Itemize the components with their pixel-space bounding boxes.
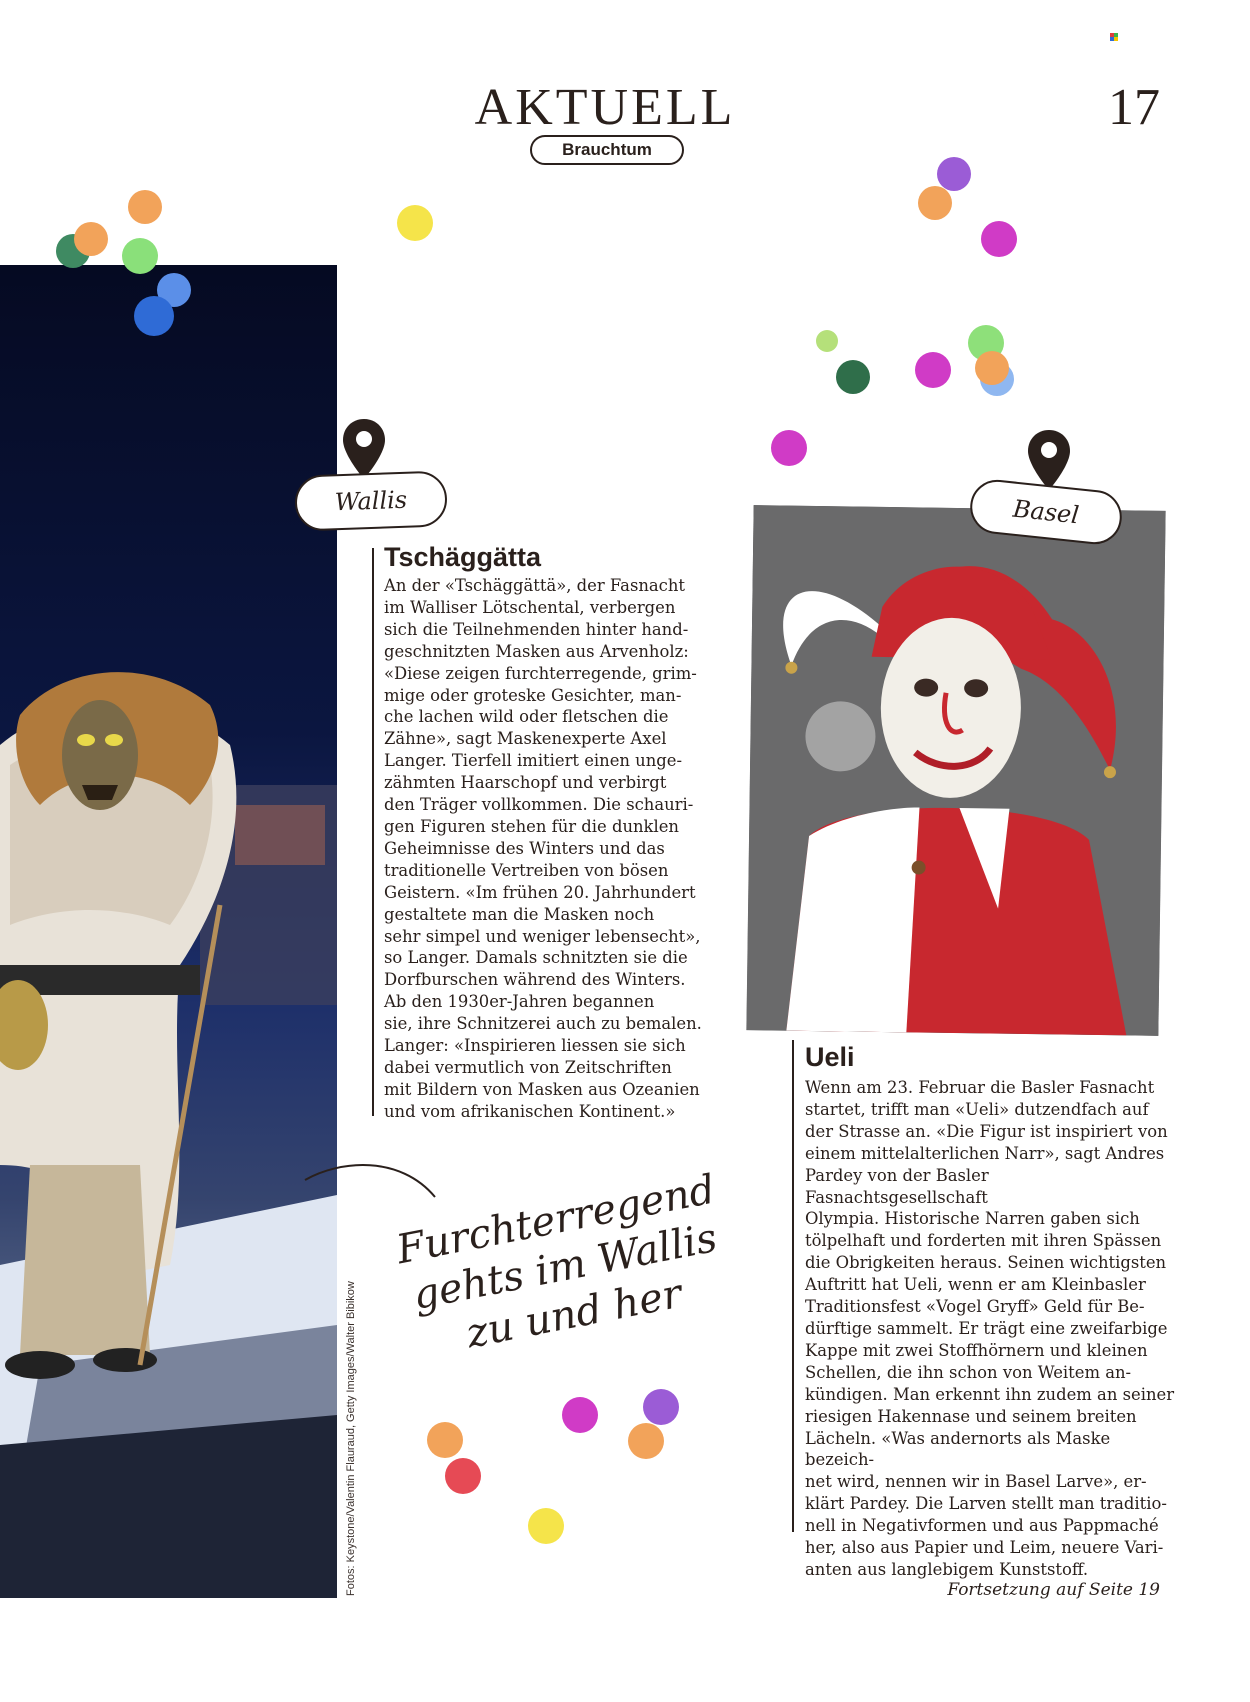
article-title-tschaeggaetta: Tschäggätta [384,542,542,572]
ueli-jester-image [746,505,1165,1036]
quote-swoosh-icon [300,1155,440,1205]
location-pin-basel-icon [1026,428,1072,492]
confetti-dot [397,205,433,241]
confetti-dot [981,221,1017,257]
confetti-dot [975,351,1009,385]
location-pin-wallis-icon [341,417,387,481]
confetti-dot [74,222,108,256]
article-title-ueli: Ueli [805,1042,855,1072]
confetti-dot [816,330,838,352]
confetti-dot [128,190,162,224]
location-label-wallis: Wallis [294,470,448,531]
handwritten-quote: Furchterregend gehts im Wallis zu und her [392,1166,721,1358]
page-number: 17 [1108,79,1160,136]
photo-ueli [746,505,1165,1036]
article-rule-left [372,548,374,1116]
location-label-basel: Basel [968,477,1125,547]
section-title: AKTUELL [474,79,736,136]
confetti-dot [918,186,952,220]
confetti-dot [836,360,870,394]
confetti-dot [528,1508,564,1544]
confetti-dot [771,430,807,466]
article-rule-right [792,1040,794,1532]
continuation-note: Fortsetzung auf Seite 19 [947,1580,1160,1600]
article-body-tschaeggaetta: An der «Tschäggättä», der Fasnacht im Walliser Lötschental, verbergen sich die Teilnehmenden hinter hand- geschnitzten Masken aus Arvenholz: «Diese zeigen furchterregende, grim- mige oder groteske Gesichter, man- che lachen wild oder fletschen die Zähne», sagt Maskenexperte Axel Langer. Tierfell imitiert einen unge- zähmten Haarschopf und verbirgt den Träger vollkommen. Die schauri- gen Figuren stehen für die dunklen Geheimnisse des Winters und das traditionelle Vertreiben von bösen Geistern. «Im frühen 20. Jahrhundert gestaltete man die Masken noch sehr simpel und weniger lebensecht», so Langer. Damals schnitzten sie die Dorfburschen während des Winters. Ab den 1930er-Jahren begannen sie, ihre Schnitzerei auch zu bemalen. Langer: «Inspirieren liessen sie sich dabei vermutlich von Zeitschriften mit Bildern von Masken aus Ozeanien und vom afrikanischen Kontinent.» [384,576,702,1121]
color-mark-icon [1110,33,1118,41]
photo-tschaeggaetta [0,265,337,1598]
confetti-dot [445,1458,481,1494]
confetti-dot [427,1422,463,1458]
confetti-dot [937,157,971,191]
confetti-dot [628,1423,664,1459]
confetti-dot [122,238,158,274]
tschaeggaetta-figure-image [0,265,337,1598]
confetti-dot [134,296,174,336]
confetti-dot [643,1389,679,1425]
confetti-dot [562,1397,598,1433]
article-body-ueli: Wenn am 23. Februar die Basler Fasnacht startet, trifft man «Ueli» dutzendfach auf der Strasse an. «Die Figur ist inspiriert von einem mittelalterlichen Narr», sagt Andres Pardey von der Basler Fasnachtsgesellschaft Olympia. Historische Narren gaben sich tölpelhaft und forderten mit ihren Spässen die Obrigkeiten heraus. Seinen wichtigsten Auftritt hat Ueli, wenn er am Kleinbasler Traditionsfest «Vogel Gryff» Geld für Be- dürftige sammelt. Er trägt eine zweifarbige Kappe mit zwei Stoffhörnern und kleinen Schellen, die ihn schon von Weitem an- kündigen. Man erkennt ihn zudem an seiner riesigen Hakennase und seinem breiten Lächeln. «Was andernorts als Maske bezeich- net wird, nennen wir in Basel Larve», er- klärt Pardey. Die Larven stellt man traditio- nell in Negativformen und aus Pappmaché her, also aus Papier und Leim, neuere Vari- anten aus langlebigem Kunststoff. [805,1078,1175,1579]
confetti-dot [915,352,951,388]
photo-credit: Fotos: Keystone/Valentin Flauraud, Getty Images/Walter Bibikow [345,1281,357,1596]
category-tag: Brauchtum [530,135,684,165]
